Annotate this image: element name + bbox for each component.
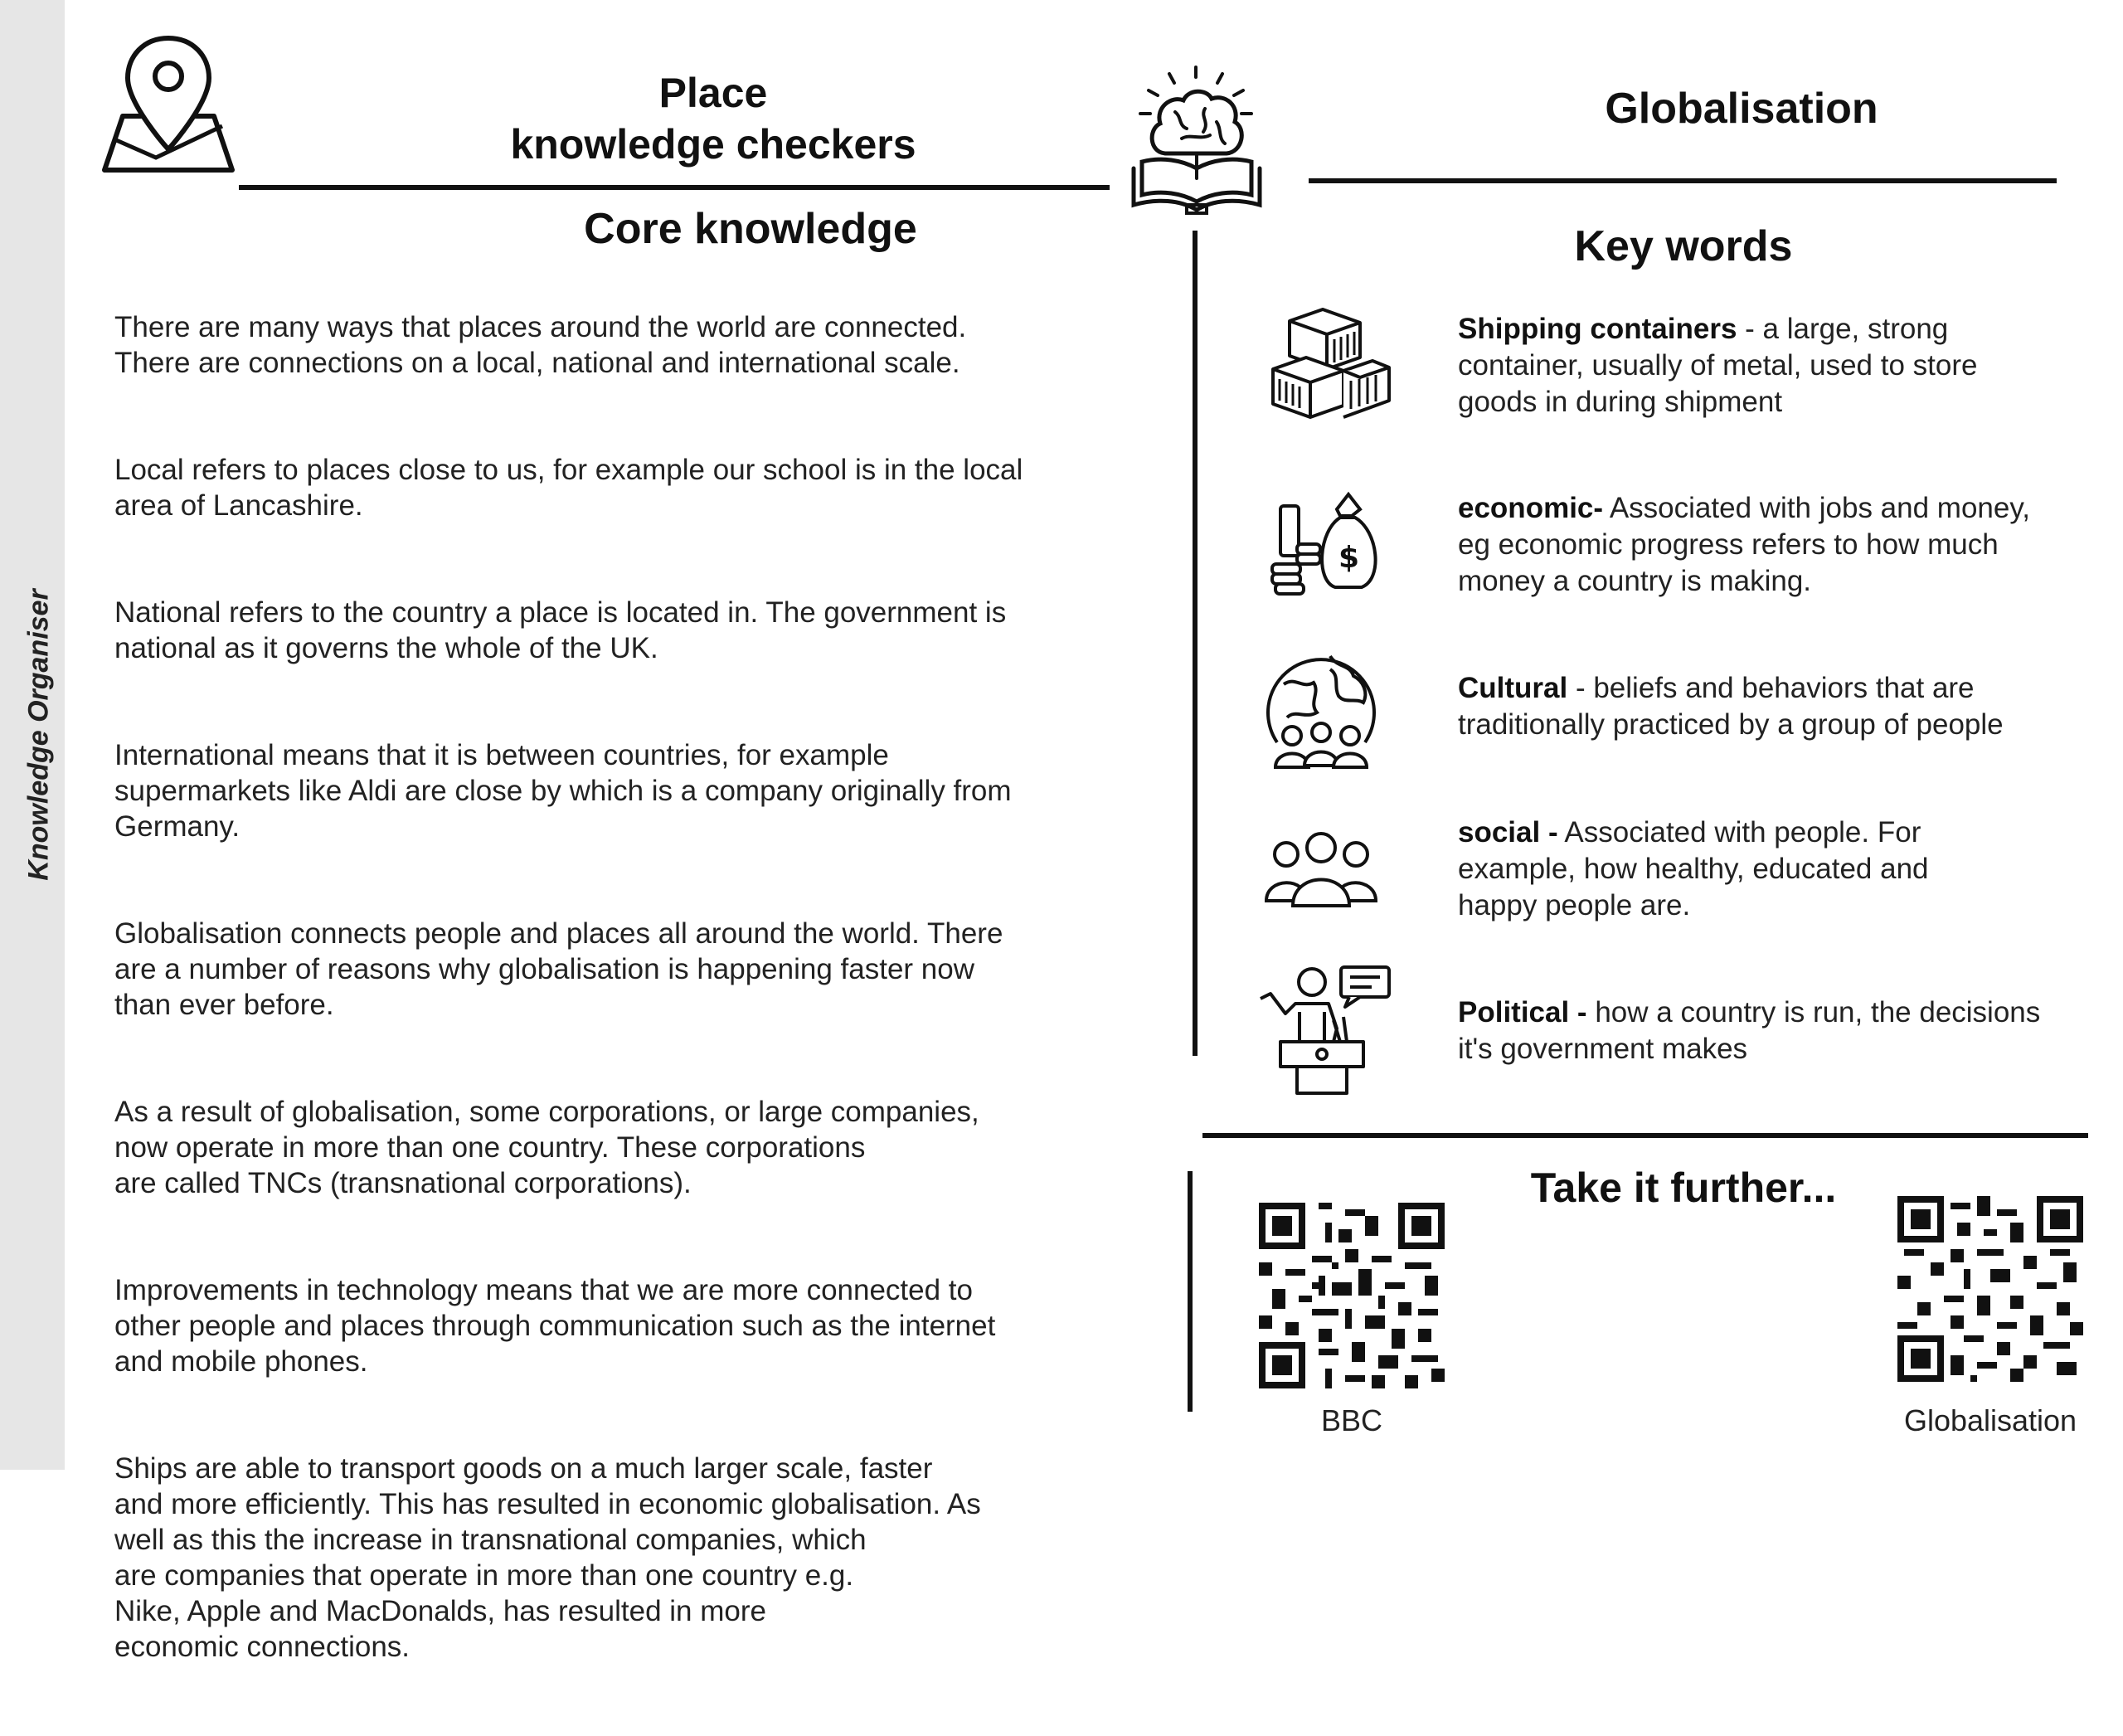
core-paragraph-5: Globalisation connects people and places all around the world. There are a number of reasons why globalisation is happening faster now than ever before. — [114, 917, 1003, 1021]
keyword-shipping-containers — [1458, 311, 2113, 421]
keyword-term: Cultural — [1458, 672, 1568, 704]
core-paragraph-6: As a result of globalisation, some corporations, or large companies, now operate in more than one country. These corporations are called TNCs (transnational corporations). — [114, 1096, 979, 1199]
keyword-cultural — [1458, 670, 2121, 743]
core-knowledge-title: Core knowledge — [584, 205, 917, 253]
left-header-rule — [239, 185, 1110, 190]
keyword-definition: Associated with people. For example, how healthy, educated and happy people are. — [1458, 816, 1929, 921]
keyword-term: economic- — [1458, 492, 1604, 524]
people-group-icon — [1263, 829, 1379, 912]
vertical-divider — [1193, 231, 1198, 1056]
key-words-title: Key words — [1574, 222, 1793, 270]
politician-podium-icon — [1254, 962, 1399, 1099]
keyword-definition: - beliefs and behaviors that are traditionally practiced by a group of people — [1458, 672, 2004, 741]
globe-people-icon — [1259, 643, 1383, 771]
core-paragraph-2: Local refers to places close to us, for example our school is in the local area of Lancashire. — [114, 454, 1023, 522]
svg-text:$: $ — [1338, 541, 1360, 575]
money-bag-icon — [1269, 489, 1385, 601]
right-header-rule — [1309, 178, 2057, 183]
core-paragraph-3: National refers to the country a place is located in. The government is national as it governs the whole of the UK. — [114, 596, 1007, 664]
sidebar-label: Knowledge Organiser — [22, 589, 55, 881]
take-it-further-title: Take it further... — [1530, 1165, 1837, 1211]
map-pin-icon — [98, 33, 239, 176]
take-further-divider — [1188, 1171, 1193, 1412]
qr-code-globalisation[interactable] — [1897, 1196, 2083, 1382]
qr-code-bbc[interactable] — [1259, 1203, 1445, 1388]
keyword-definition: Associated with jobs and money, eg economic progress refers to how much money a country is making. — [1458, 492, 2030, 597]
left-title-line2: knowledge checkers — [510, 121, 916, 168]
qr-bbc-label: BBC — [1320, 1403, 1383, 1437]
keyword-political — [1458, 994, 2121, 1067]
keyword-definition: - a large, strong container, usually of metal, used to store goods in during shipment — [1458, 313, 1978, 418]
keyword-social — [1458, 815, 2121, 924]
keyword-economic — [1458, 490, 2121, 600]
core-paragraph-1: There are many ways that places around the world are connected. There are connections on a local, national and international scale. — [114, 311, 967, 379]
keyword-term: Shipping containers — [1458, 313, 1737, 345]
keyword-term: social - — [1458, 816, 1558, 849]
qr-globalisation-label: Globalisation — [1903, 1403, 2077, 1437]
core-paragraph-7: Improvements in technology means that we are more connected to other people and places through communication such as the internet and mobile phones. — [114, 1274, 996, 1378]
left-title-line1: Place — [658, 70, 768, 116]
right-title: Globalisation — [1605, 85, 1878, 133]
core-knowledge-text — [114, 274, 1159, 1736]
brain-book-icon — [1124, 62, 1269, 216]
take-further-rule — [1202, 1133, 2088, 1138]
keyword-term: Political - — [1458, 996, 1587, 1028]
core-paragraph-8: Ships are able to transport goods on a much larger scale, faster and more efficiently. This has resulted in economic globalisation. As well as this the increase in transnational companies, which are companies that operate in more than one country e.g. Nike, Apple and MacDonalds, has resulted in more economic connections. — [114, 1452, 981, 1663]
core-paragraph-4: International means that it is between countries, for example supermarkets like Aldi are close by which is a company originally from Germany. — [114, 739, 1012, 843]
keyword-definition: how a country is run, the decisions it's government makes — [1458, 996, 2041, 1065]
shipping-containers-icon — [1265, 303, 1397, 423]
